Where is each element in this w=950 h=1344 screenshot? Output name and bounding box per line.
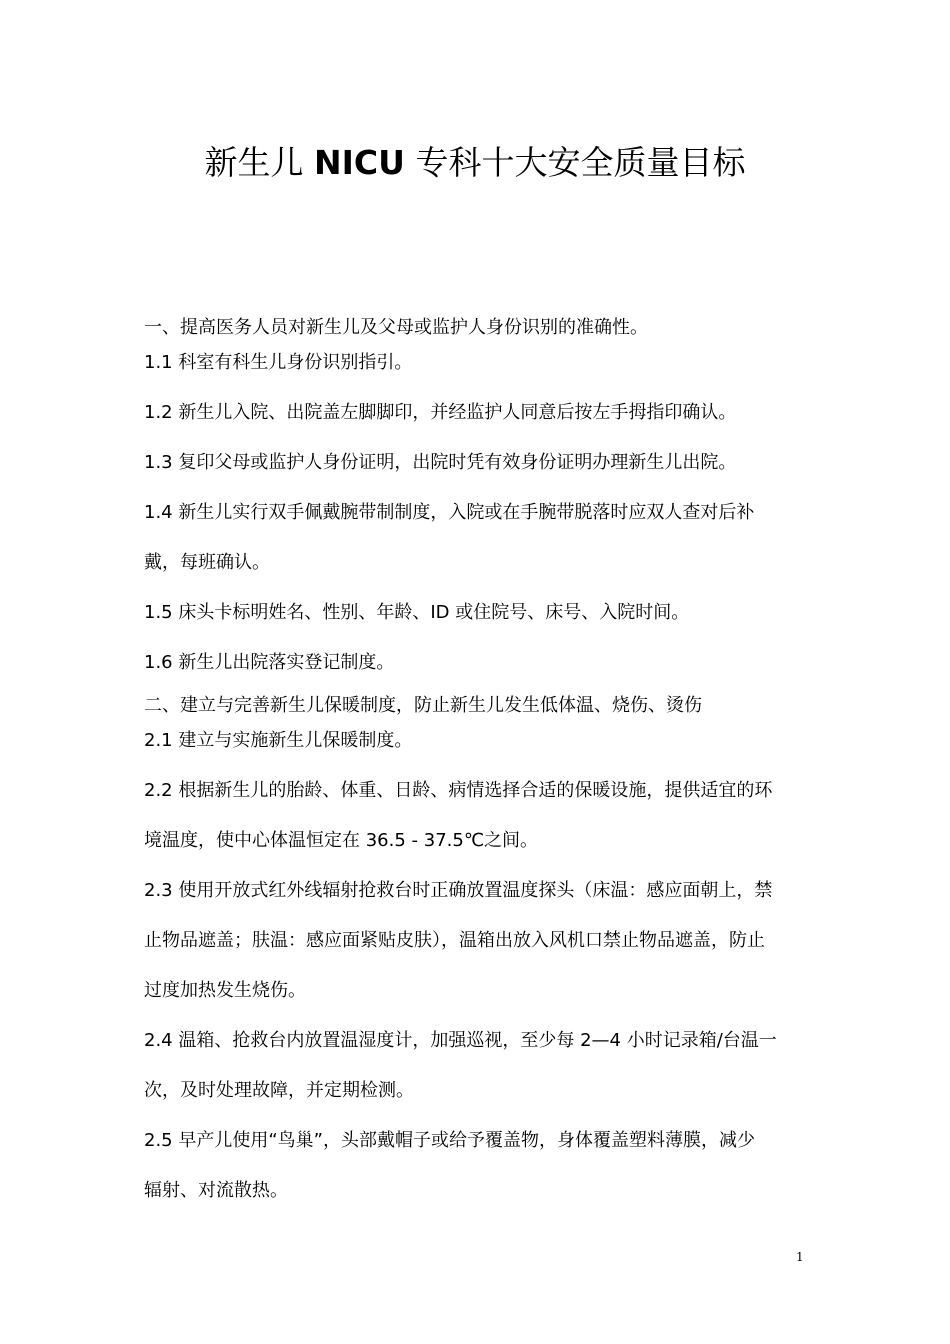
item-1-4-line-2: 戴，每班确认。 [144,552,270,573]
item-2-4-line-2: 次，及时处理故障，并定期检测。 [144,1080,414,1101]
document-title [0,141,950,185]
item-1-1: 1.1 科室有科生儿身份识别指引。 [144,352,413,373]
page-number: 1 [796,1250,804,1264]
item-1-3: 1.3 复印父母或监护人身份证明，出院时凭有效身份证明办理新生儿出院。 [144,452,737,473]
item-2-3-line-1: 2.3 使用开放式红外线辐射抢救台时正确放置温度探头（床温：感应面朝上，禁 [144,880,773,901]
item-2-2-line-2: 境温度，使中心体温恒定在 36.5 - 37.5℃之间。 [144,830,539,851]
title-part-3: 专科十大安全质量目标 [404,143,746,182]
item-1-5: 1.5 床头卡标明姓名、性别、年龄、ID 或住院号、床号、入院时间。 [144,602,690,623]
title-part-2: NICU [314,143,405,182]
item-2-5-line-1: 2.5 早产儿使用“鸟巢”，头部戴帽子或给予覆盖物，身体覆盖塑料薄膜，减少 [144,1130,755,1151]
item-2-3-line-3: 过度加热发生烧伤。 [144,980,306,1001]
item-1-6: 1.6 新生儿出院落实登记制度。 [144,652,395,673]
title-part-1: 新生儿 [204,143,315,182]
item-2-2-line-1: 2.2 根据新生儿的胎龄、体重、日龄、病情选择合适的保暖设施，提供适宜的环 [144,780,773,801]
item-2-4-line-1: 2.4 温箱、抢救台内放置温湿度计，加强巡视，至少每 2—4 小时记录箱/台温一 [144,1030,777,1051]
section-heading-1: 一、提高医务人员对新生儿及父母或监护人身份识别的准确性。 [144,317,648,338]
item-1-2: 1.2 新生儿入院、出院盖左脚脚印，并经监护人同意后按左手拇指印确认。 [144,402,737,423]
item-2-5-line-2: 辐射、对流散热。 [144,1180,288,1201]
item-2-1: 2.1 建立与实施新生儿保暖制度。 [144,730,413,751]
item-2-3-line-2: 止物品遮盖；肤温：感应面紧贴皮肤），温箱出放入风机口禁止物品遮盖，防止 [144,930,765,951]
item-1-4-line-1: 1.4 新生儿实行双手佩戴腕带制制度，入院或在手腕带脱落时应双人查对后补 [144,502,755,523]
section-heading-2: 二、建立与完善新生儿保暖制度，防止新生儿发生低体温、烧伤、烫伤 [144,695,702,716]
